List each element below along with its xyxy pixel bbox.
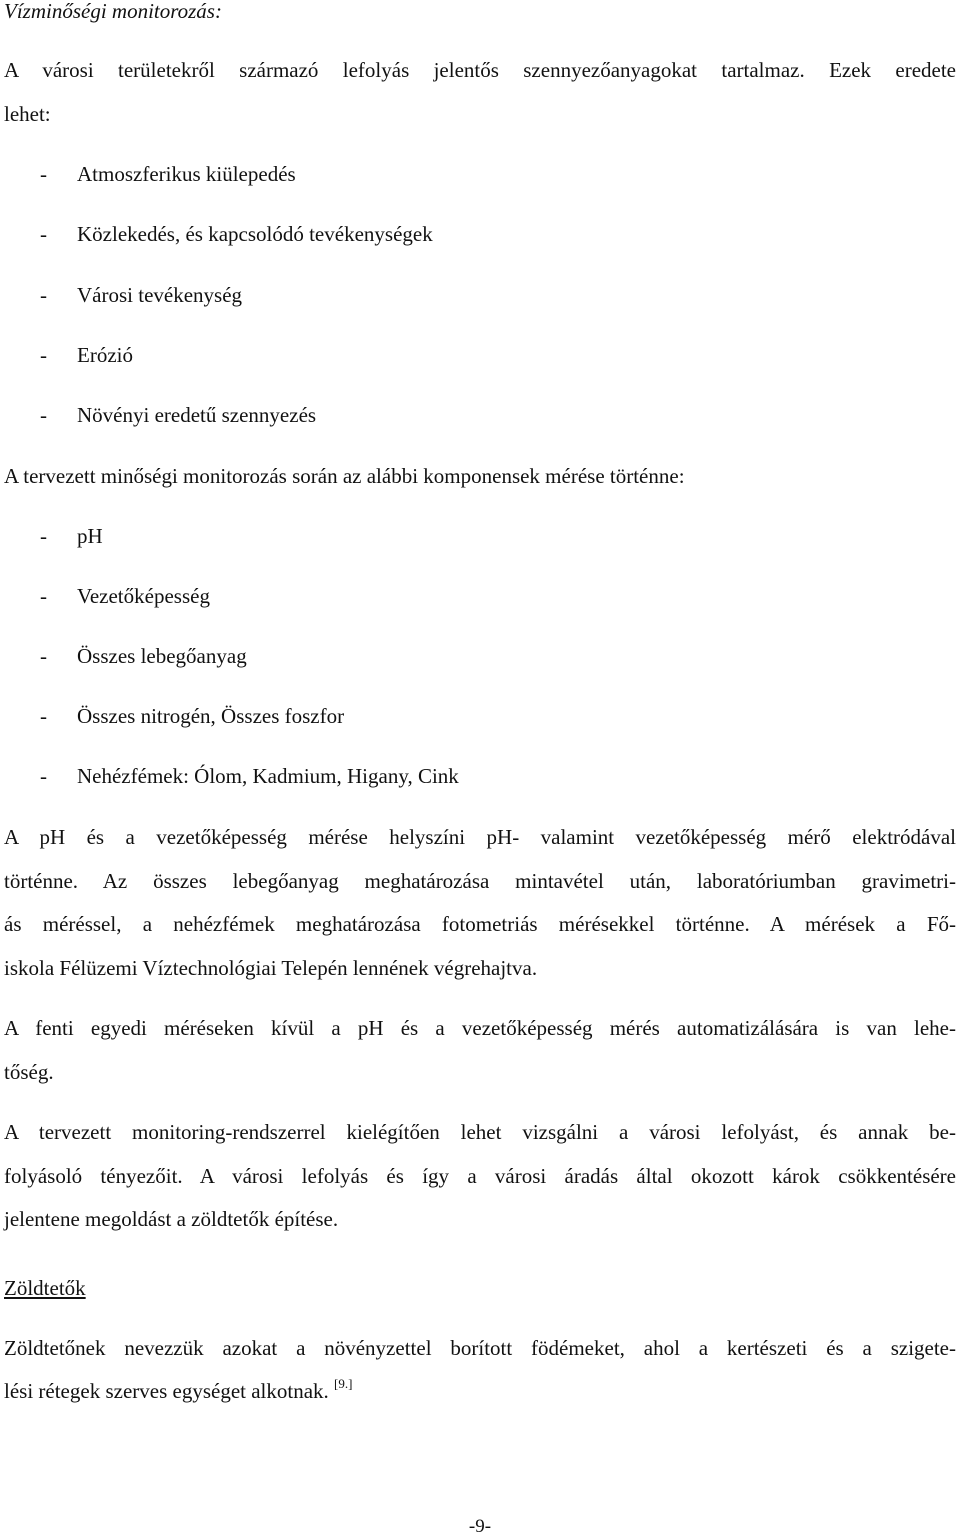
- list-item: Vezetőképesség: [77, 584, 210, 608]
- components-intro: A tervezett minőségi monitorozás során az alábbi komponensek mérése történne:: [4, 464, 685, 488]
- list-bullet: -: [40, 162, 47, 186]
- section-heading-water-quality: Vízminőségi monitorozás:: [4, 0, 222, 23]
- list-bullet: -: [40, 524, 47, 548]
- list-item: Városi tevékenység: [77, 283, 243, 307]
- list-item: pH: [77, 524, 103, 548]
- paragraph-monitoring-line: folyásoló tényezőit. A városi lefolyás és így a városi áradás által okozott károk csökkentésére: [4, 1164, 956, 1188]
- paragraph-automation-line: A fenti egyedi méréseken kívül a pH és a vezetőképesség mérés automatizálására is van lehe-: [4, 1016, 956, 1040]
- list-item: Atmoszferikus kiülepedés: [77, 162, 296, 186]
- paragraph-monitoring-line: jelentene megoldást a zöldtetők építése.: [4, 1207, 339, 1231]
- list-item: Összes lebegőanyag: [77, 644, 247, 668]
- list-bullet: -: [40, 343, 47, 367]
- paragraph-measurement-line: ás méréssel, a nehézfémek meghatározása fotometriás mérésekkel történne. A mérések a Fő-: [4, 912, 956, 936]
- list-item: Erózió: [77, 343, 133, 367]
- section-heading-green-roofs: Zöldtetők: [4, 1276, 86, 1300]
- citation-reference: [9.]: [334, 1376, 353, 1391]
- paragraph-green-roofs-line: Zöldtetőnek nevezzük azokat a növényzettel borított födémeket, ahol a kertészeti és a szigete-: [4, 1336, 956, 1360]
- list-bullet: -: [40, 222, 47, 246]
- intro-line-1: A városi területekről származó lefolyás jelentős szennyezőanyagokat tartalmaz. Ezek eredete: [4, 58, 956, 82]
- page-number: -9-: [468, 1516, 492, 1537]
- list-bullet: -: [40, 704, 47, 728]
- paragraph-automation-line: tőség.: [4, 1060, 54, 1084]
- list-bullet: -: [40, 584, 47, 608]
- intro-line-2: lehet:: [4, 102, 51, 126]
- paragraph-measurement-line: A pH és a vezetőképesség mérése helyszíni pH- valamint vezetőképesség mérő elektródával: [4, 825, 956, 849]
- paragraph-monitoring-line: A tervezett monitoring-rendszerrel kielégítően lehet vizsgálni a városi lefolyást, és annak be-: [4, 1120, 956, 1144]
- paragraph-green-roofs-text: lési rétegek szerves egységet alkotnak.: [4, 1379, 329, 1403]
- list-bullet: -: [40, 283, 47, 307]
- list-item: Összes nitrogén, Összes foszfor: [77, 704, 345, 728]
- paragraph-green-roofs-line: [4, 1378, 352, 1404]
- list-bullet: -: [40, 644, 47, 668]
- paragraph-measurement-line: iskola Félüzemi Víztechnológiai Telepén lennének végrehajtva.: [4, 956, 538, 980]
- list-item: Nehézfémek: Ólom, Kadmium, Higany, Cink: [77, 764, 459, 788]
- list-item: Közlekedés, és kapcsolódó tevékenységek: [77, 222, 433, 246]
- list-bullet: -: [40, 764, 47, 788]
- list-bullet: -: [40, 403, 47, 427]
- list-item: Növényi eredetű szennyezés: [77, 403, 317, 427]
- paragraph-measurement-line: történne. Az összes lebegőanyag meghatározása mintavétel után, laboratóriumban gravimetri-: [4, 869, 956, 893]
